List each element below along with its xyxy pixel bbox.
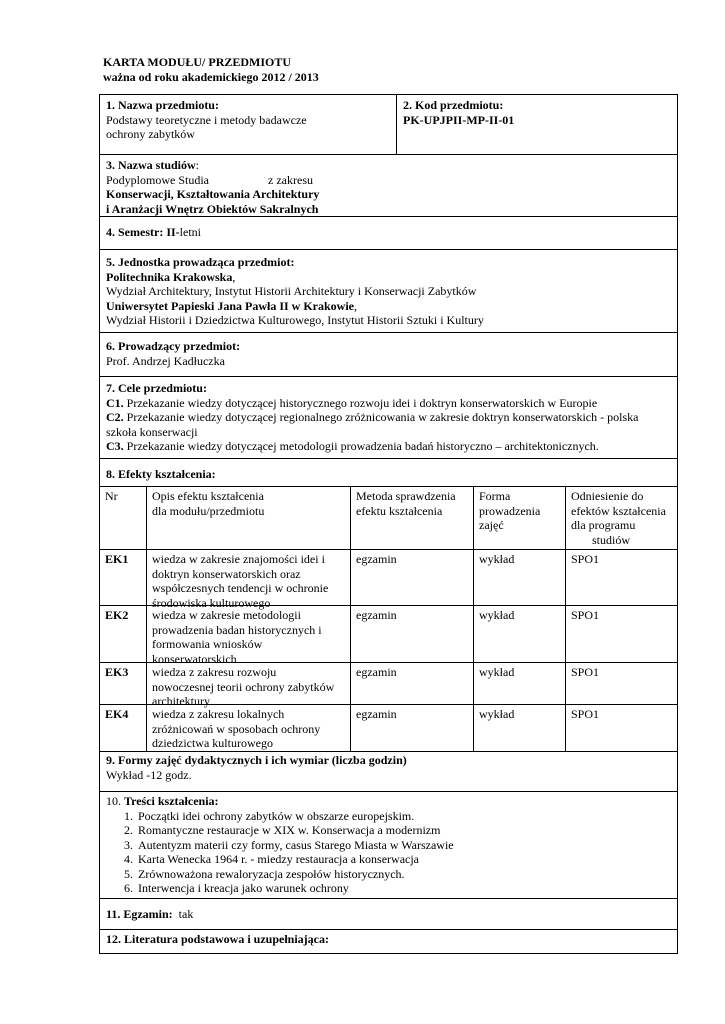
outcome-row-4-desc-line: zróżnicowań w sposobach ochrony xyxy=(152,721,321,736)
outcome-row-3-form: wykład xyxy=(479,665,515,679)
content-label: Treści kształcenia: xyxy=(124,794,219,808)
lecturer-label: 6. Prowadzący przedmiot: xyxy=(106,339,241,353)
outcomes-header-method xyxy=(351,487,473,518)
goal-c2-code: C2. xyxy=(106,410,124,424)
goal-c2 xyxy=(106,410,671,425)
section-module-name-and-code xyxy=(100,95,677,154)
outcome-row-4-desc-line: wiedza z zakresu lokalnych xyxy=(152,707,285,721)
section-8-learning-outcomes xyxy=(100,458,677,486)
module-name-value-line-2: ochrony zabytków xyxy=(106,127,195,141)
outcome-row-3-reference: SPO1 xyxy=(571,665,600,679)
outcome-row-2-reference: SPO1 xyxy=(571,608,600,622)
outcomes-table xyxy=(100,486,677,751)
unit-label: 5. Jednostka prowadząca przedmiot: xyxy=(106,255,295,269)
lecturer-value: Prof. Andrzej Kadłuczka xyxy=(106,353,225,368)
content-list-item: 2. Romantyczne restauracje w XIX w. Konserwacja a modernizm xyxy=(124,823,441,837)
outcome-row-2-desc-line: formowania wniosków xyxy=(152,637,263,651)
header-form-line-3: zajęć xyxy=(479,518,504,532)
exam-value: tak xyxy=(172,907,194,921)
content-list-item: 4. Karta Wenecka 1964 r. - miedzy restauracja a konserwacja xyxy=(124,852,420,866)
header-method-line-1: Metoda sprawdzenia xyxy=(356,489,456,503)
outcome-row-4-desc-line: dziedzictwa kulturowego xyxy=(152,736,273,750)
class-forms-label: 9. Formy zajęć dydaktycznych i ich wymiar (liczba godzin) xyxy=(106,753,407,767)
unit-line-3: Uniwersytet Papieski Jana Pawła II w Krakowie xyxy=(106,298,354,313)
outcome-row-4-reference: SPO1 xyxy=(571,707,600,721)
outcome-row-4-method: egzamin xyxy=(356,707,397,721)
header-reference-line-4: studiów xyxy=(591,532,630,547)
outcome-row-2-desc-line: konserwatorskich xyxy=(152,651,237,666)
header-reference-line-2: efektów kształcenia xyxy=(571,503,666,518)
outcome-row-1-desc-line: wiedza w zakresie znajomości idei i xyxy=(152,552,325,566)
goals-label: 7. Cele przedmiotu: xyxy=(106,381,207,395)
outcomes-header-nr xyxy=(100,487,146,504)
outcome-row-4-nr: EK4 xyxy=(105,707,129,721)
semester-value: letni xyxy=(179,225,201,239)
study-name-line-2: Konserwacji, Kształtowania Architektury xyxy=(106,187,320,201)
study-name-colon: : xyxy=(195,158,200,172)
content-list-item: 5. Zrównoważona rewaloryzacja zespołów historycznych. xyxy=(124,866,405,881)
outcome-row-2-description xyxy=(147,606,350,666)
literature-label: 12. Literatura podstawowa i uzupełniająca: xyxy=(106,932,329,946)
goal-c3-text: Przekazanie wiedzy dotyczącej metodologii prowadzenia badań historyczno – architektonicznych. xyxy=(123,439,599,453)
outcome-row-1-desc-line: środowiska kulturowego xyxy=(152,595,271,610)
unit-line-1: Politechnika Krakowska xyxy=(106,269,233,284)
outcomes-label: 8. Efekty kształcenia: xyxy=(106,467,216,481)
header-reference-line-3: dla programu xyxy=(571,518,636,532)
module-card-table xyxy=(99,94,678,954)
outcomes-header-reference xyxy=(566,487,678,547)
outcome-row-2-nr: EK2 xyxy=(105,608,129,622)
study-name-line-1a: Podyplomowe Studia xyxy=(106,172,210,187)
outcome-row-1-desc-line: współczesnych tendencji w ochronie xyxy=(152,581,329,595)
goal-c3-code: C3. xyxy=(106,439,124,453)
outcome-row-4-description xyxy=(147,705,350,751)
outcome-row-3-desc-line: wiedza z zakresu rozwoju xyxy=(152,665,277,679)
goal-c1-code: C1. xyxy=(106,395,124,410)
goal-c1 xyxy=(106,396,671,411)
semester-value-bold: II- xyxy=(166,225,180,239)
section-12-literature xyxy=(100,929,677,955)
goal-c1-text: Przekazanie wiedzy dotyczącej historycznego rozwoju idei i doktryn konserwatorskich w Europie xyxy=(123,395,598,410)
goal-c2-continuation: szkoła konserwacji xyxy=(106,424,198,439)
section-10-content xyxy=(100,791,677,898)
outcome-row-1-reference: SPO1 xyxy=(571,552,600,566)
outcome-row-3-method: egzamin xyxy=(356,665,397,679)
content-list-item: 1. Początki idei ochrony zabytków w obszarze europejskim. xyxy=(124,808,415,823)
content-list-item: 6. Interwencja i kreacja jako warunek ochrony xyxy=(124,881,349,895)
header-form-line-1: Forma xyxy=(479,489,511,503)
study-name-line-1b: z zakresu xyxy=(268,172,313,187)
unit-line-4: Wydział Historii i Dziedzictwa Kulturowego, Instytut Historii Sztuki i Kultury xyxy=(106,313,484,327)
header-nr-text: Nr xyxy=(105,489,118,503)
module-name-label: 1. Nazwa przedmiotu: xyxy=(106,98,219,112)
goal-c2-text: Przekazanie wiedzy dotyczącej regionalnego zróżnicowania w zakresie doktryn konserwatorskich - polska xyxy=(123,410,639,424)
goal-c3 xyxy=(106,439,671,454)
content-label-number: 10. xyxy=(106,794,124,808)
module-code-value: PK-UPJPII-MP-II-01 xyxy=(403,112,515,127)
section-6-lecturer xyxy=(100,332,677,376)
section-11-exam xyxy=(100,898,677,929)
unit-line-2: Wydział Architektury, Instytut Historii Architektury i Konserwacji Zabytków xyxy=(106,284,477,298)
exam-label: 11. Egzamin: xyxy=(106,907,173,921)
outcome-row-3-desc-line: nowoczesnej teorii ochrony zabytków xyxy=(152,679,335,694)
section-3-study-name xyxy=(100,154,677,216)
outcome-row-2-desc-line: prowadzenia badan historycznych i xyxy=(152,622,322,637)
outcome-row-3-nr: EK3 xyxy=(105,665,129,679)
outcome-row-1-form: wykład xyxy=(479,552,515,566)
content-list xyxy=(106,809,671,896)
section-5-unit xyxy=(100,249,677,332)
outcome-row-4-form: wykład xyxy=(479,707,515,721)
outcomes-header-form xyxy=(474,487,565,533)
header-description-line-2: dla modułu/przedmiotu xyxy=(152,503,265,518)
outcome-row-1-nr: EK1 xyxy=(105,552,129,566)
module-code-label: 2. Kod przedmiotu: xyxy=(403,98,504,112)
outcome-row-2-form: wykład xyxy=(479,608,515,622)
document-header xyxy=(103,55,319,85)
semester-label: 4. Semestr: xyxy=(106,225,164,239)
section-7-goals xyxy=(100,376,677,458)
outcome-row-2-desc-line: wiedza w zakresie metodologii xyxy=(152,608,301,622)
document-subtitle: ważna od roku akademickiego 2012 / 2013 xyxy=(103,70,319,84)
outcome-row-2-method: egzamin xyxy=(356,608,397,622)
outcome-row-3-desc-line: architektury xyxy=(152,694,210,708)
document-title: KARTA MODUŁU/ PRZEDMIOTU xyxy=(103,55,292,69)
unit-line-1-comma: , xyxy=(232,269,236,284)
header-method-line-2: efektu kształcenia xyxy=(356,503,443,518)
header-form-line-2: prowadzenia xyxy=(479,503,541,518)
study-name-line-3: i Aranżacji Wnętrz Obiektów Sakralnych xyxy=(106,201,319,216)
outcome-row-1-description xyxy=(147,550,350,610)
outcome-row-1-method: egzamin xyxy=(356,552,397,566)
section-4-semester xyxy=(100,216,677,249)
outcomes-header-description xyxy=(147,487,350,518)
section-1-module-name xyxy=(100,95,396,142)
study-name-label: 3. Nazwa studiów xyxy=(106,158,196,172)
header-description-line-1: Opis efektu kształcenia xyxy=(152,489,264,503)
content-list-item: 3. Autentyzm materii czy formy, casus Starego Miasta w Warszawie xyxy=(124,837,454,852)
outcome-row-3-description xyxy=(147,663,350,709)
unit-line-3-comma: , xyxy=(354,298,357,313)
section-2-module-code xyxy=(397,95,677,127)
module-name-value-line-1: Podstawy teoretyczne i metody badawcze xyxy=(106,112,307,127)
section-9-class-forms xyxy=(100,751,677,791)
class-forms-value: Wykład -12 godz. xyxy=(106,767,192,782)
header-reference-line-1: Odniesienie do xyxy=(571,489,644,503)
outcome-row-1-desc-line: doktryn konserwatorskich oraz xyxy=(152,566,301,581)
